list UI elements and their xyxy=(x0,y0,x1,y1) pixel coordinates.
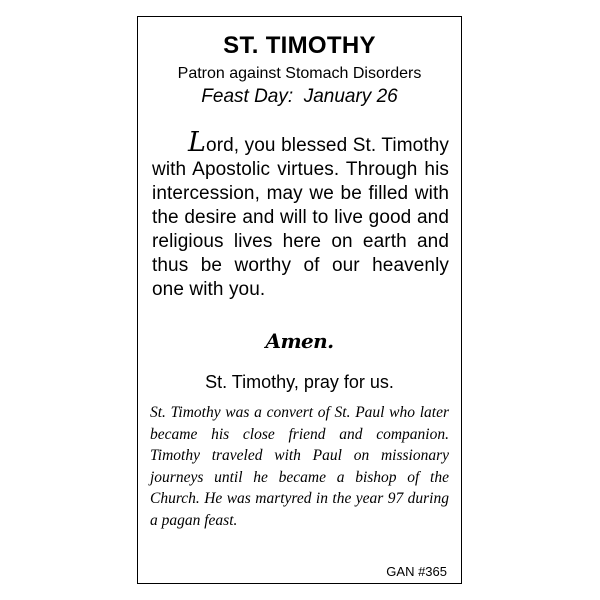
biography: St. Timothy was a convert of St. Paul who later became his close friend and companion. Timothy traveled with Paul on missionary journeys until he became a bishop of the Church. He was martyred in the year 97 during a pagan feast. xyxy=(150,404,449,529)
patron-subtitle: Patron against Stomach Disorders xyxy=(177,65,422,82)
prayer-text xyxy=(152,127,449,302)
feast-day: Feast Day: January 26 xyxy=(201,86,398,107)
invocation: St. Timothy, pray for us. xyxy=(205,372,394,392)
prayer-card xyxy=(137,16,462,584)
prayer-drop-letter: L xyxy=(188,127,207,158)
card-title: ST. TIMOTHY xyxy=(223,32,376,59)
amen-script: Amen. xyxy=(265,329,334,353)
prayer-body: ord, you blessed St. Timothy with Apostolic virtues. Through his intercession, may we be filled with the desire and will to live good and religious lives here on earth and thus be worthy of our heavenly one with you. xyxy=(152,135,449,300)
product-code: GAN #365 xyxy=(386,564,447,579)
